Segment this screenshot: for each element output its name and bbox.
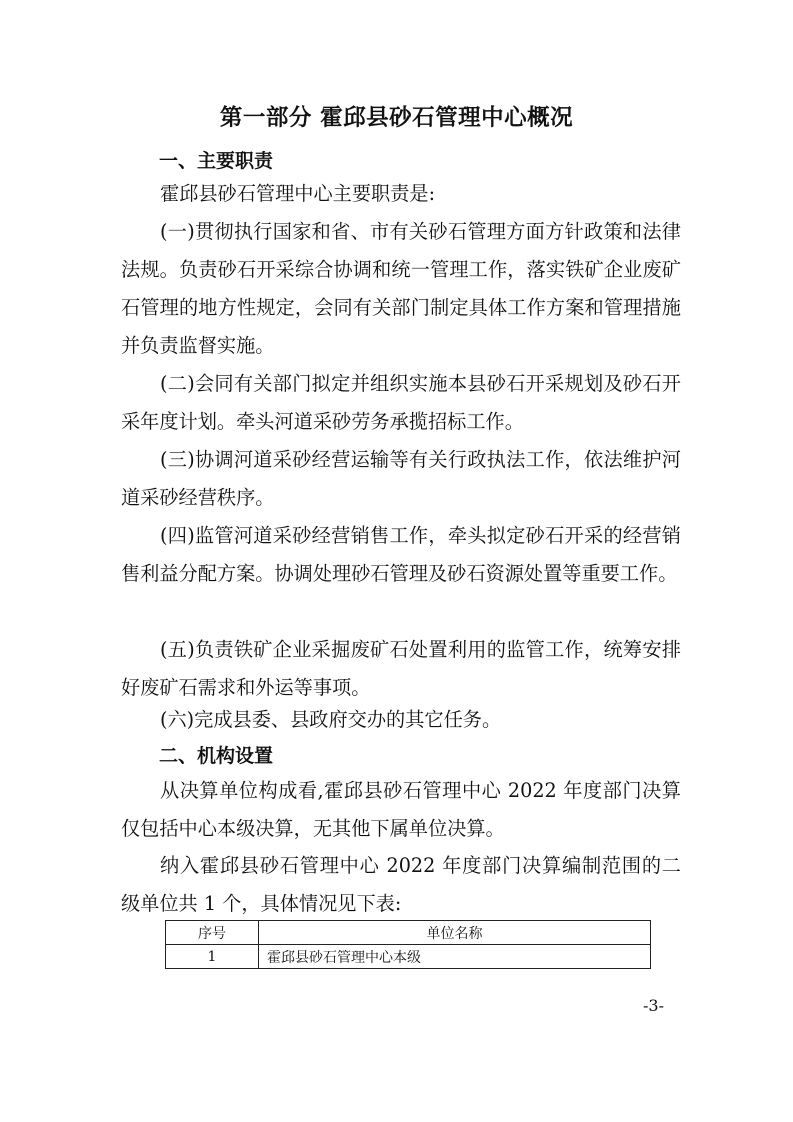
paragraph-duty-4: (四)监管河道采砂经营销售工作，牵头拟定砂石开采的经营销售利益分配方案。协调处理砂石管理及砂石资源处置等重要工作。: [121, 524, 681, 585]
table-row: [166, 945, 651, 969]
paragraph-duty-1: (一)贯彻执行国家和省、市有关砂石管理方面方针政策和法律法规。负责砂石开采综合协调和统一管理工作，落实铁矿企业废矿石管理的地方性规定，会同有关部门制定具体工作方案和管理措施并负责监督实施。: [121, 220, 681, 357]
section-heading-duties: 一、主要职责: [159, 150, 274, 172]
page-title: 第一部分 霍邱县砂石管理中心概况: [219, 105, 574, 131]
paragraph-duty-3: (三)协调河道采砂经营运输等有关行政执法工作，依法维护河道采砂经营秩序。: [121, 448, 681, 509]
paragraph-duty-5: (五)负责铁矿企业采掘废矿石处置利用的监管工作，统筹安排好废矿石需求和外运等事项。: [121, 638, 681, 699]
unit-table: [165, 920, 651, 969]
page-number: -3-: [643, 996, 664, 1015]
paragraph-intro: 霍邱县砂石管理中心主要职责是:: [160, 182, 436, 205]
table-cell-index: 1: [166, 945, 259, 969]
paragraph-org-2: 纳入霍邱县砂石管理中心 2022 年度部门决算编制范围的二级单位共 1 个，具体情况见下表:: [121, 854, 681, 915]
table-cell-unit-name: 霍邱县砂石管理中心本级: [259, 945, 651, 969]
table-header-row: [166, 921, 651, 945]
table-header-index: 序号: [166, 921, 259, 945]
paragraph-duty-2: (二)会同有关部门拟定并组织实施本县砂石开采规划及砂石开采年度计划。牵头河道采砂劳务承揽招标工作。: [121, 372, 681, 433]
table-header-unit-name: 单位名称: [259, 921, 651, 945]
paragraph-org-1: 从决算单位构成看,霍邱县砂石管理中心 2022 年度部门决算仅包括中心本级决算，无其他下属单位决算。: [121, 779, 681, 840]
section-heading-organization: 二、机构设置: [159, 745, 274, 767]
paragraph-duty-6: (六)完成县委、县政府交办的其它任务。: [160, 708, 502, 731]
